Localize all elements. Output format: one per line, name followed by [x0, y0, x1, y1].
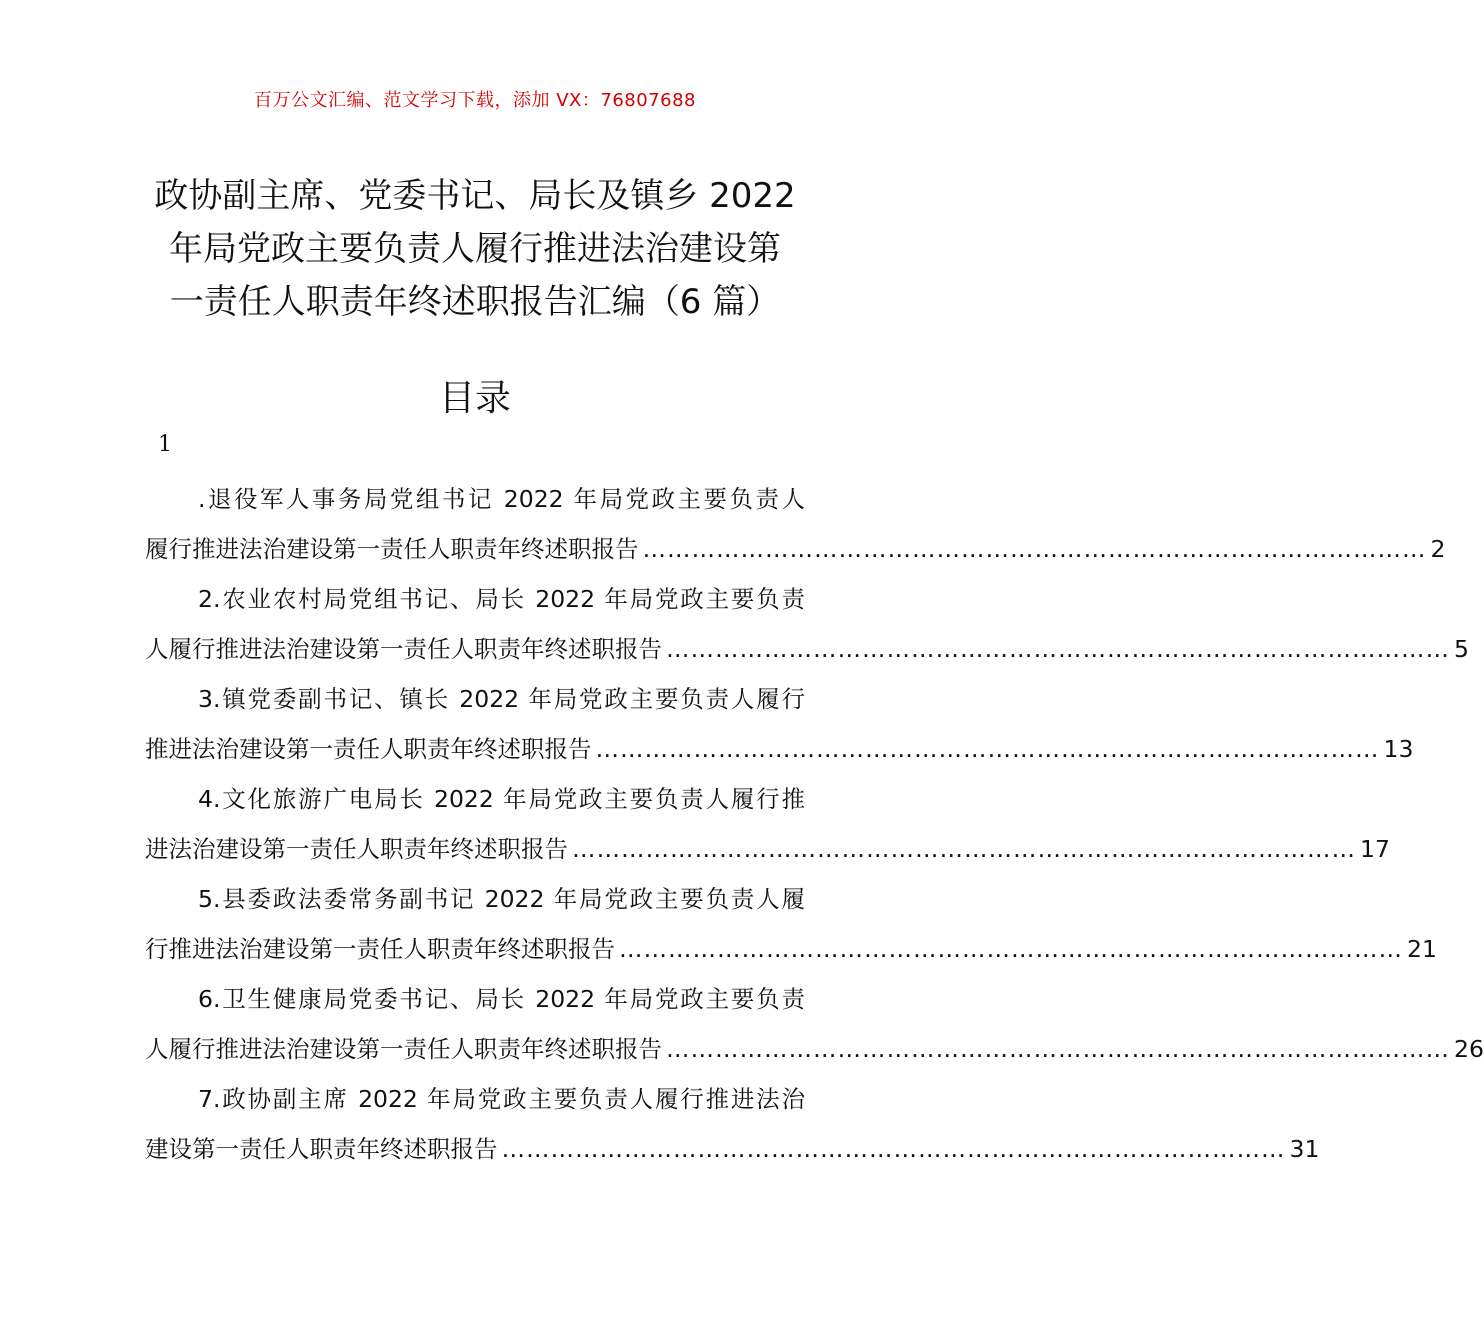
promo-banner: 百万公文汇编、范文学习下载，添加 VX：76807688	[254, 90, 696, 111]
toc-entry-title-cont: 人履行推进法治建设第一责任人职责年终述职报告	[145, 635, 662, 663]
toc-entry-title: 6.卫生健康局党委书记、局长 2022 年局党政主要负责	[198, 985, 805, 1013]
dot-leader: ……………………………………………………………………………………	[619, 935, 1403, 963]
toc-entry[interactable]	[145, 572, 1469, 672]
toc-entry-title-cont: 推进法治建设第一责任人职责年终述职报告	[145, 735, 592, 763]
toc-entry[interactable]	[145, 472, 1446, 572]
toc-entry-title-cont: 人履行推进法治建设第一责任人职责年终述职报告	[145, 1035, 662, 1063]
toc-entry[interactable]	[145, 772, 1390, 872]
toc-page-number: 17	[1360, 835, 1390, 863]
dot-leader: ……………………………………………………………………………………	[501, 1135, 1286, 1163]
toc-page-number: 5	[1454, 635, 1469, 663]
dot-leader: ……………………………………………………………………………………	[642, 535, 1427, 563]
table-of-contents	[145, 472, 1484, 1172]
title-line: 年局党政主要负责人履行推进法治建设第	[169, 229, 781, 269]
toc-page-number: 31	[1289, 1135, 1320, 1163]
toc-page-number: 21	[1407, 935, 1437, 963]
page-marker: 1	[158, 432, 172, 457]
dot-leader: ……………………………………………………………………………………	[595, 735, 1380, 763]
toc-entry-line2	[145, 530, 1446, 564]
toc-entry-title: 2.农业农村局党组书记、局长 2022 年局党政主要负责	[198, 585, 805, 613]
toc-entry-line2	[145, 630, 1469, 664]
toc-entry[interactable]	[145, 1072, 1320, 1172]
toc-entry-title-cont: 进法治建设第一责任人职责年终述职报告	[145, 835, 568, 863]
toc-heading: 目录	[438, 378, 511, 419]
toc-entry-line2	[145, 830, 1390, 864]
toc-page-number: 13	[1383, 735, 1414, 763]
toc-entry-title: 7.政协副主席 2022 年局党政主要负责人履行推进法治	[198, 1085, 805, 1113]
toc-entry-line2	[145, 1130, 1320, 1164]
toc-entry-title: 3.镇党委副书记、镇长 2022 年局党政主要负责人履行	[198, 685, 805, 713]
toc-entry-title-cont: 履行推进法治建设第一责任人职责年终述职报告	[145, 535, 639, 563]
toc-entry-title: 5.县委政法委常务副书记 2022 年局党政主要负责人履	[198, 885, 805, 913]
toc-entry-title: 4.文化旅游广电局长 2022 年局党政主要负责人履行推	[198, 785, 805, 813]
toc-entry-title-cont: 行推进法治建设第一责任人职责年终述职报告	[145, 935, 615, 963]
dot-leader: ……………………………………………………………………………………	[572, 835, 1356, 863]
title-line: 政协副主席、党委书记、局长及镇乡 2022	[154, 176, 796, 216]
toc-entry[interactable]	[145, 672, 1414, 772]
toc-entry-title: .退役军人事务局党组书记 2022 年局党政主要负责人	[198, 485, 805, 513]
toc-entry[interactable]	[145, 872, 1437, 972]
toc-entry-title-cont: 建设第一责任人职责年终述职报告	[145, 1135, 498, 1163]
toc-entry-line2	[145, 1030, 1484, 1064]
toc-page-number: 2	[1430, 535, 1446, 563]
title-line: 一责任人职责年终述职报告汇编（6 篇）	[169, 282, 781, 322]
document-title	[140, 170, 810, 329]
toc-entry-line2	[145, 730, 1414, 764]
toc-page-number: 26	[1454, 1035, 1484, 1063]
toc-entry[interactable]	[145, 972, 1484, 1072]
dot-leader: ……………………………………………………………………………………	[666, 1035, 1450, 1063]
toc-entry-line2	[145, 930, 1437, 964]
dot-leader: ……………………………………………………………………………………	[666, 635, 1450, 663]
